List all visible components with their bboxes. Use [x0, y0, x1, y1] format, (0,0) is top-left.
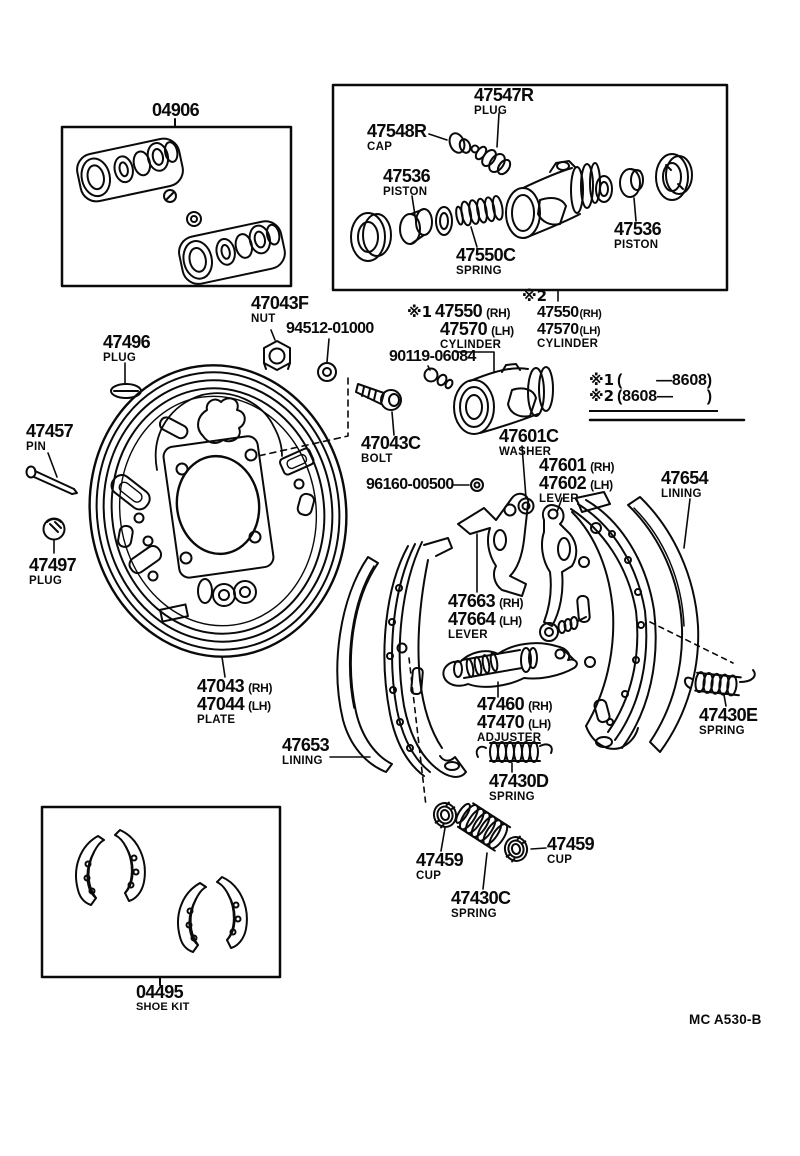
reference-mark: ※2	[522, 287, 548, 305]
plug-47496-drawing	[111, 363, 141, 398]
label-47548r-cap	[367, 122, 426, 154]
rear-shoe-and-lining-drawing	[571, 492, 698, 752]
side-tag-lh: (LH)	[590, 478, 613, 493]
label-47430c-spring	[451, 889, 510, 921]
part-number: 47457	[26, 421, 74, 441]
part-name: PIN	[26, 441, 47, 454]
part-number: 47430E	[699, 705, 758, 725]
label-47654-lining	[661, 469, 708, 501]
part-number-rh: 47601	[539, 455, 587, 475]
label-04495-shoe-kit	[136, 983, 190, 1014]
part-number-lh: 47570	[537, 320, 579, 338]
note-range-2: (8608— )	[617, 388, 712, 406]
label-47497-plug	[29, 556, 76, 588]
front-shoe-and-lining-drawing	[330, 538, 466, 777]
spring-47550c-drawing	[454, 195, 504, 227]
label-47663-47664-lever	[448, 592, 523, 641]
part-name: LEVER	[448, 628, 488, 641]
part-number: 94512-01000	[286, 320, 374, 337]
side-tag-lh: (LH)	[579, 324, 601, 337]
part-number-lh: 47470	[477, 712, 525, 733]
part-name: NUT	[251, 313, 276, 326]
label-47043c-bolt	[361, 434, 420, 466]
washer-94512-drawing	[318, 339, 336, 381]
side-tag-rh: (RH)	[486, 306, 511, 320]
part-number: 47043C	[361, 433, 421, 453]
label-cylinder-note-1	[407, 302, 514, 351]
label-94512-01000	[286, 321, 374, 337]
label-47043-47044-plate	[197, 677, 272, 726]
label-47536-piston-left	[383, 167, 430, 199]
part-number: 47536	[383, 166, 431, 186]
label-47457-pin	[26, 422, 73, 454]
part-number-lh: 47570	[440, 319, 488, 340]
pin-47457-drawing	[27, 453, 78, 494]
label-96160-00500	[366, 477, 454, 493]
part-number: 47536	[614, 219, 662, 239]
cup-kit-box	[62, 119, 291, 287]
part-name: CYLINDER	[440, 338, 502, 351]
label-47430e-spring	[699, 706, 757, 738]
side-tag-lh: (LH)	[528, 717, 551, 732]
label-47460-47470-adjuster	[477, 695, 552, 744]
part-name: ADJUSTER	[477, 731, 542, 744]
side-tag-rh: (RH)	[499, 596, 524, 610]
reference-mark-1: ※1	[589, 371, 615, 389]
part-name: SPRING	[489, 791, 535, 804]
label-47601-47602-lever	[539, 456, 614, 505]
part-number-rh: 47550	[537, 304, 579, 322]
spring-47430d-drawing	[477, 742, 552, 772]
part-number: 47430D	[489, 771, 549, 791]
backing-plate-drawing	[71, 349, 365, 677]
side-tag-lh: (LH)	[499, 614, 522, 629]
figure-code	[689, 1013, 762, 1027]
side-tag-lh: (LH)	[248, 699, 271, 714]
part-number: 47654	[661, 468, 709, 488]
label-90119-06084	[389, 349, 476, 365]
part-number: 47496	[103, 332, 151, 352]
label-cylinder-note-2	[522, 289, 602, 351]
bolt-90119-drawing	[425, 366, 454, 389]
reference-mark: ※1	[407, 303, 433, 321]
part-number: 04906	[152, 100, 200, 120]
shoe-kit-box	[42, 807, 280, 985]
part-number: 47430C	[451, 888, 511, 908]
part-name: SPRING	[451, 908, 497, 921]
part-number: 47548R	[367, 121, 427, 141]
label-application-note	[589, 373, 718, 412]
part-number-lh: 47602	[539, 473, 587, 494]
part-number: 90119-06084	[389, 348, 476, 365]
part-number: 47547R	[474, 85, 534, 105]
side-tag-rh: (RH)	[579, 308, 602, 321]
adjuster-drawing	[443, 643, 576, 697]
plug-47497-drawing	[44, 519, 65, 554]
cylinder-body-drawing	[506, 161, 600, 238]
part-number-rh: 47663	[448, 591, 496, 611]
note-range-1: ( —8608)	[617, 372, 712, 389]
label-47496-plug	[103, 333, 150, 365]
reference-mark-2: ※2	[589, 387, 615, 406]
label-47430d-spring	[489, 772, 548, 804]
part-name: LINING	[661, 488, 702, 501]
cup-kit-cylinder-1	[74, 136, 186, 205]
bleeder-plug-drawing	[472, 145, 513, 176]
part-name: WASHER	[499, 446, 552, 459]
part-name: PISTON	[614, 239, 659, 252]
part-number: 47601C	[499, 426, 559, 446]
part-name: PLATE	[197, 713, 236, 726]
part-number: 96160-00500	[366, 476, 454, 493]
part-name: LINING	[282, 755, 323, 768]
part-name: CUP	[416, 870, 442, 883]
part-number: 47043F	[251, 293, 309, 313]
part-name: PLUG	[29, 575, 63, 588]
part-number-rh: 47043	[197, 676, 245, 696]
label-47459-cup-left	[416, 851, 463, 883]
part-number-rh: 47550	[435, 301, 483, 321]
label-47550c-spring	[456, 246, 515, 278]
part-name: PISTON	[383, 186, 428, 199]
part-number: 47459	[416, 850, 464, 870]
part-name: CYLINDER	[537, 337, 599, 350]
part-name: LEVER	[539, 492, 579, 505]
label-47653-lining	[282, 736, 329, 768]
label-47547r-plug	[474, 86, 533, 118]
part-name: PLUG	[103, 352, 137, 365]
side-tag-lh: (LH)	[491, 324, 514, 339]
part-name: PLUG	[474, 105, 508, 118]
part-number-lh: 47664	[448, 609, 496, 630]
label-47536-piston-right	[614, 220, 661, 252]
part-name: SHOE KIT	[136, 1001, 190, 1014]
part-number: 04495	[136, 982, 184, 1002]
spring-47430e-drawing	[685, 670, 755, 706]
side-tag-rh: (RH)	[248, 681, 273, 695]
part-number: 47653	[282, 735, 330, 755]
part-number-lh: 47044	[197, 694, 245, 715]
part-name: BOLT	[361, 453, 393, 466]
label-47459-cup-right	[547, 835, 594, 867]
part-number-rh: 47460	[477, 694, 525, 714]
cup-kit-cylinder-2	[176, 218, 288, 287]
part-name: CAP	[367, 141, 393, 154]
part-number: 47550C	[456, 245, 516, 265]
figure-code-text: MC A530-B	[689, 1012, 762, 1027]
bolt-47043c-drawing	[356, 384, 401, 435]
label-04906	[152, 101, 199, 120]
part-number: 47459	[547, 834, 595, 854]
part-number: 47497	[29, 555, 77, 575]
side-tag-rh: (RH)	[528, 699, 553, 713]
part-name: SPRING	[699, 725, 745, 738]
part-name: SPRING	[456, 265, 502, 278]
part-name: CUP	[547, 854, 573, 867]
side-tag-rh: (RH)	[590, 460, 615, 474]
